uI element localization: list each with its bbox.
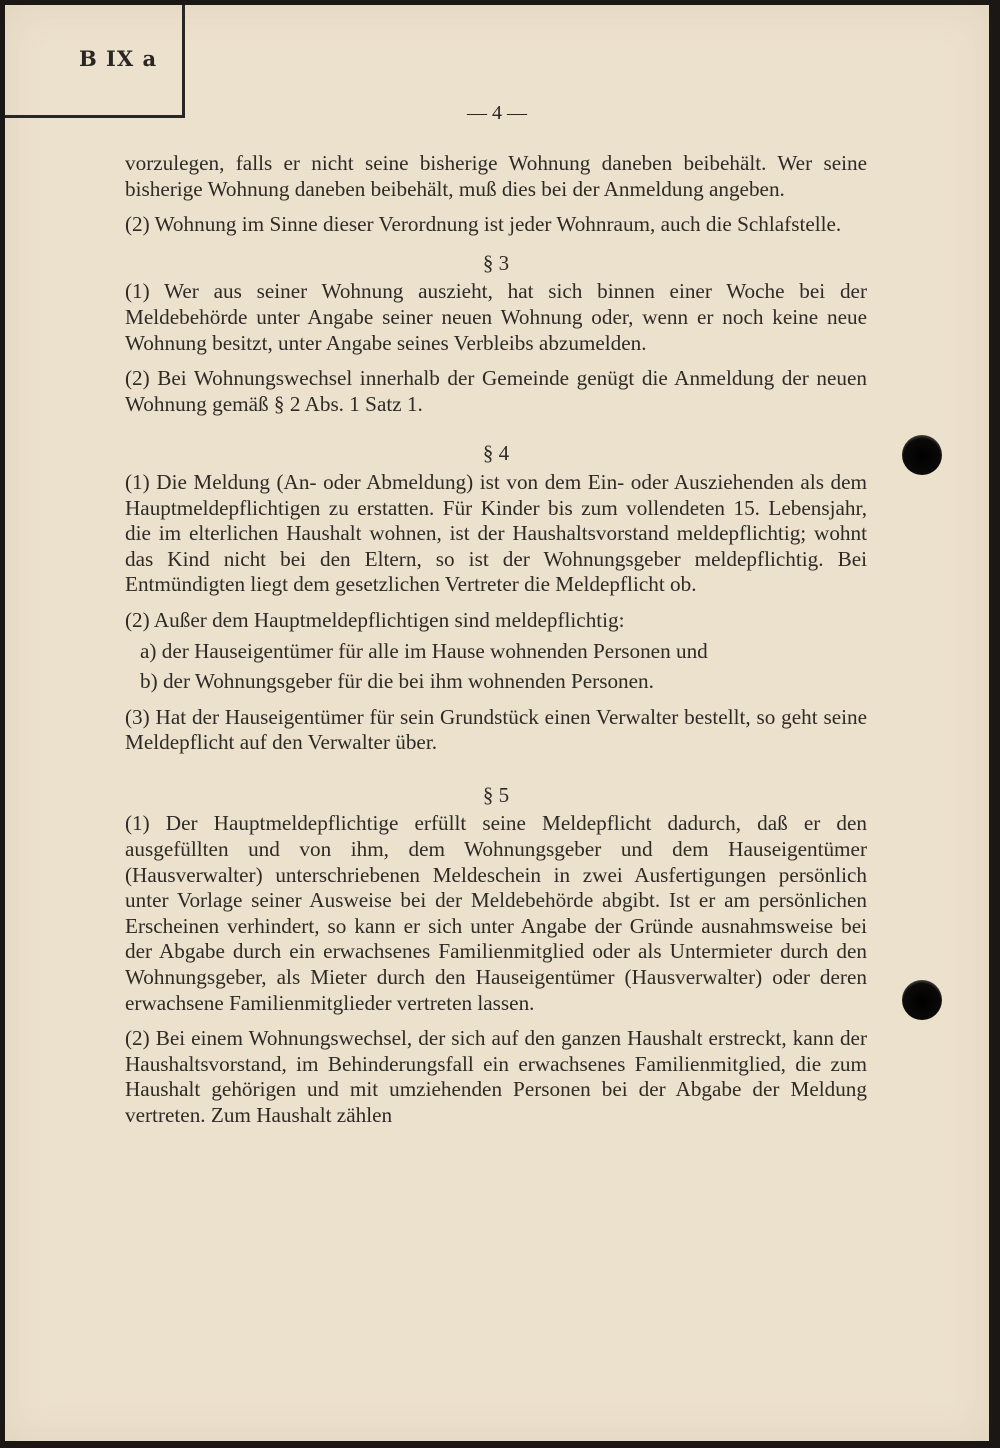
list-item-4-2-b: b) der Wohnungsgeber für die bei ihm wohnenden Personen. <box>140 669 654 694</box>
paragraph-5-1: (1) Der Hauptmeldepflichtige erfüllt seine Meldepflicht dadurch, daß er den ausgefüllten und von ihm, dem Wohnungsgeber und dem Hauseigentümer (Hausverwalter) unterschriebenen Meldeschein in zwei Ausfertigungen persönlich unter Vorlage seiner Ausweise bei der Meldebehörde abgibt. Ist er am persönlichen Erscheinen verhindert, so kann er sich unter Angabe der Gründe ausnahmsweise bei der Abgabe durch ein erwachsenes Familienmitglied oder als Untermieter durch den Wohnungsgeber, als Mieter durch den Hauseigentümer (Hausverwalter) oder deren erwachsene Familienmitglieder vertreten lassen. <box>125 811 867 1015</box>
paragraph-intro: vorzulegen, falls er nicht seine bisherige Wohnung daneben beibehält. Wer seine bisherige Wohnung daneben beibehält, muß dies bei der Anmeldung angeben. <box>125 151 867 201</box>
paragraph-4-2: (2) Außer dem Hauptmeldepflichtigen sind meldepflichtig: <box>125 607 625 632</box>
section-5-heading: § 5 <box>482 782 510 807</box>
list-item-4-2-a: a) der Hauseigentümer für alle im Hause wohnenden Personen und <box>140 638 708 663</box>
section-4-heading: § 4 <box>482 441 510 466</box>
paragraph-5-2: (2) Bei einem Wohnungswechsel, der sich auf den ganzen Haushalt erstreckt, kann der Haushaltsvorstand, im Behinderungsfall ein erwachsenes Familienmitglied, die zum Haushalt gehörigen und mit umziehenden Personen bei der Abgabe der Meldung vertreten. Zum Haushalt zählen <box>125 1026 867 1127</box>
paragraph-2-2: (2) Wohnung im Sinne dieser Verordnung ist jeder Wohnraum, auch die Schlafstelle. <box>125 212 842 237</box>
paragraph-4-1: (1) Die Meldung (An- oder Abmeldung) ist von dem Ein- oder Ausziehenden als dem Hauptmeldepflichtigen zu erstatten. Für Kinder bis zum vollendeten 15. Lebensjahr, die im elterlichen Haushalt wohnen, ist der Haushaltsvorstand meldepflichtig; wohnt das Kind nicht bei den Eltern, so ist der Wohnungsgeber meldepflichtig. Bei Entmündigten liegt dem gesetzlichen Vertreter die Meldepflicht ob. <box>125 469 867 597</box>
document-page <box>5 5 989 1441</box>
punch-hole-bottom <box>902 980 942 1020</box>
body-text <box>125 151 867 1139</box>
paragraph-3-1: (1) Wer aus seiner Wohnung auszieht, hat sich binnen einer Woche bei der Meldebehörde unter Angabe seiner neuen Wohnung oder, wenn er noch keine neue Wohnung besitzt, unter Angabe seines Verbleibs abzumelden. <box>125 279 867 355</box>
paragraph-4-3: (3) Hat der Hauseigentümer für sein Grundstück einen Verwalter bestellt, so geht seine Meldepflicht auf den Verwalter über. <box>125 704 867 755</box>
paragraph-3-2: (2) Bei Wohnungswechsel innerhalb der Gemeinde genügt die Anmeldung der neuen Wohnung gemäß § 2 Abs. 1 Satz 1. <box>125 366 867 416</box>
corner-label: B IX a <box>79 46 158 71</box>
section-3-heading: § 3 <box>482 250 510 275</box>
punch-hole-top <box>902 435 942 475</box>
page-number: — 4 — <box>467 102 527 124</box>
